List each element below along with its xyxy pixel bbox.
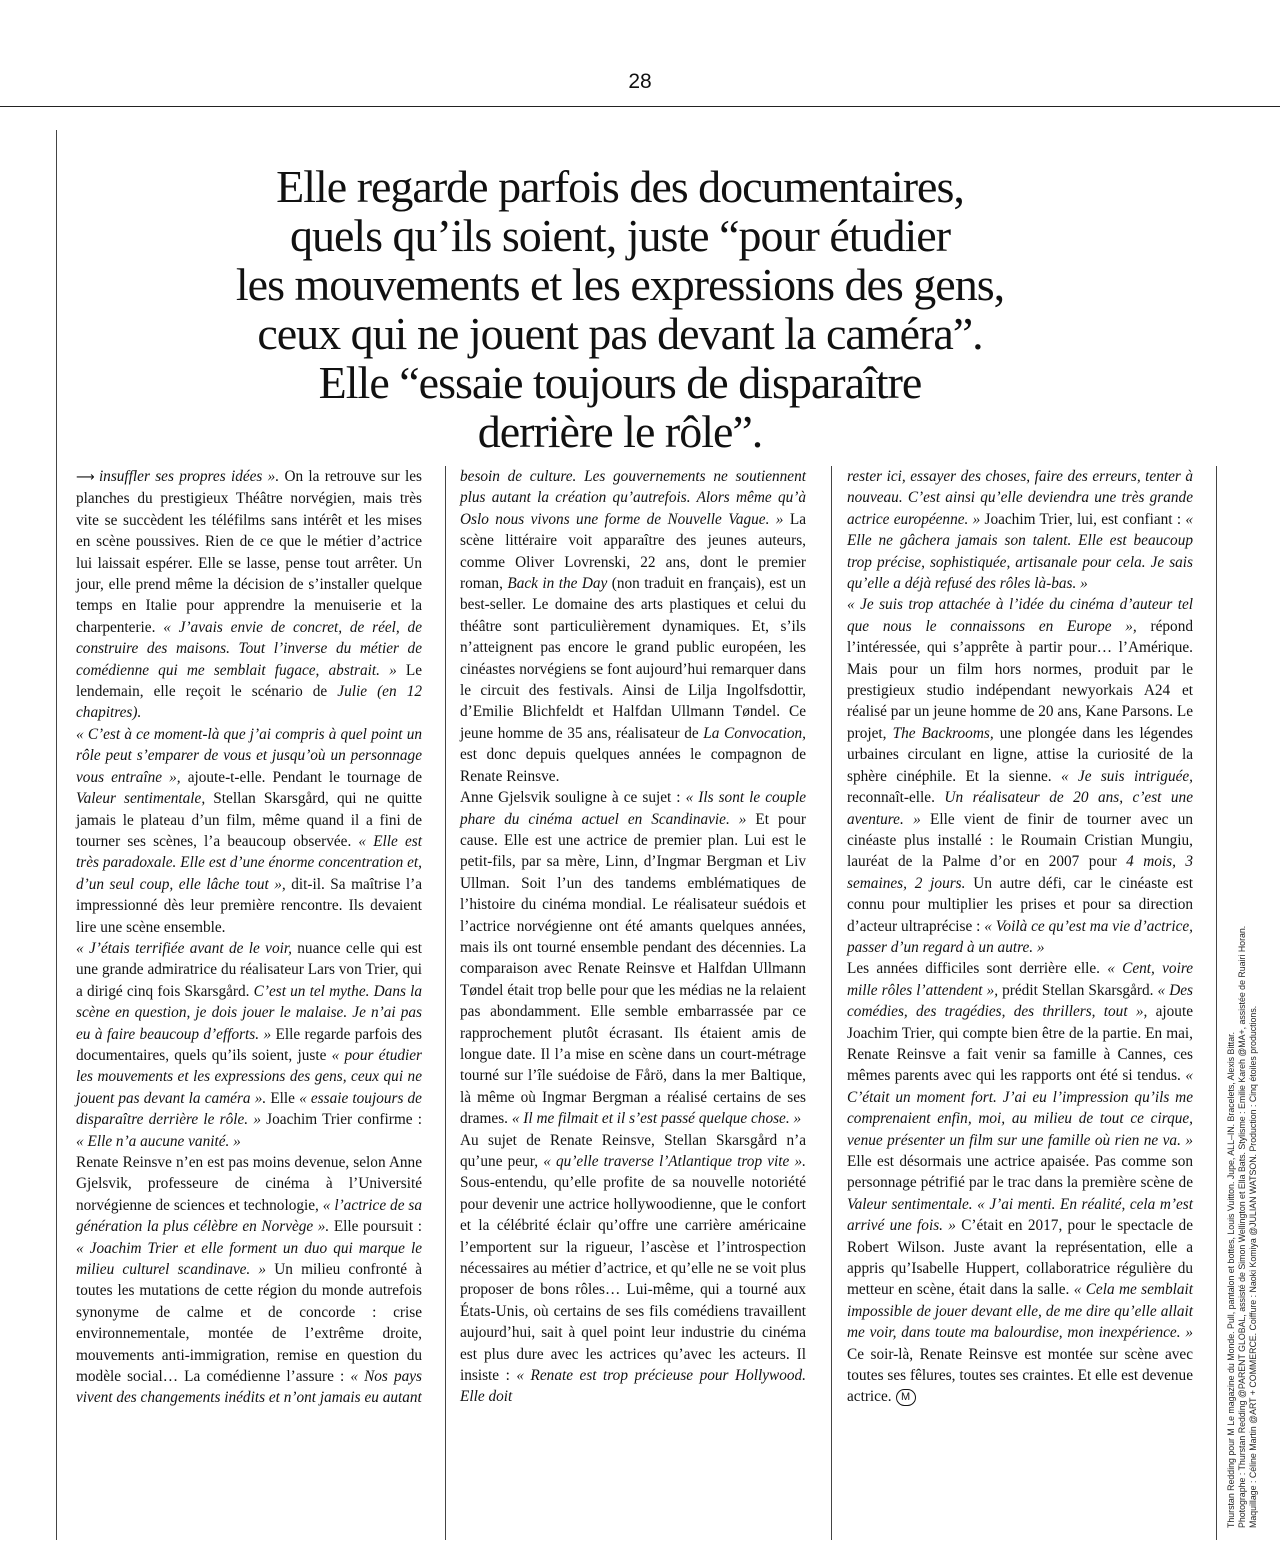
paragraph: Les années difficiles sont derrière elle. « Cent, voire mille rôles l’attendent », prédit Stellan Skarsgård. « Des comédies, des tragédies, des thrillers, tout », ajoute Joachim Trier, qui compte bien être de la partie. En mai, Renate Reinsve a fait venir sa famille à Cannes, ces mêmes parents avec qui les rapports ont été si tendus. « C’était un moment fort. J’ai eu l’impression qu’ils me comprenaient enfin, moi, au milieu de tout ce cirque, venue présenter un film sur une famille où rien ne va. » Elle est désormais une actrice apaisée. Pas comme son personnage pétrifié par le trac dans la première scène de Valeur sentimentale. « J’ai menti. En réalité, cela m’est arrivé une fois. » C’était en 2017, pour le spectacle de Robert Wilson. Juste avant la représentation, elle a appris qu’Isabelle Huppert, collaboratrice régulière du metteur en scène, était dans la salle. « Cela me semblait impossible de jouer devant elle, de me dire qu’elle allait me voir, dans toute ma balourdise, mon inexpérience. » Ce soir-là, Renate Reinsve est montée sur scène avec toutes ses fêlures, toutes ses craintes. Et elle est devenue actrice. M bbox=[847, 960, 1194, 1406]
credits-line: Photographe : Thurstan Redding @PARENT GLOBAL, assisté de Simon Wellington et Ella Bats. Stylisme : Emilie Kareh @MA+, assistée de Ruairi Horan. bbox=[1237, 925, 1247, 1528]
paragraph: besoin de culture. Les gouvernements ne soutiennent plus autant la création qu’autrefois. Alors même qu’à Oslo nous vivons une forme de Nouvelle Vague. » La scène littéraire voit apparaître des jeunes auteurs, comme Oliver Lovrenski, 22 ans, dont le premier roman, Back in the Day (non traduit en français), est un best-seller. Le domaine des arts plastiques et celui du théâtre sont particulièrement dynamiques. Et, s’ils n’atteignent pas encore le grand public européen, les cinéastes norvégiens se font aujourd’hui remarquer dans le circuit des festivals. Ainsi de Lilja Ingolfsdottir, d’Emilie Blichfeldt et Halfdan Ullmann Tøndel. Ce jeune homme de 35 ans, réalisateur de La Convocation, est donc depuis quelques années le compagnon de Renate Reinsve. bbox=[460, 468, 806, 785]
pull-quote-line: derrière le rôle”. bbox=[477, 406, 763, 457]
page-number: 28 bbox=[628, 70, 652, 93]
pull-quote-line: Elle “essaie toujours de disparaître bbox=[318, 357, 922, 408]
credits-line: Maquillage : Céline Martin @ART + COMMERCE. Coiffure : Naoki Komiya @JULIAN WATSON. Production : Cinq étoiles productions. bbox=[1248, 1005, 1258, 1528]
pull-quote-line: ceux qui ne jouent pas devant la caméra”. bbox=[257, 308, 983, 359]
paragraph: « J’étais terrifiée avant de le voir, nuance celle qui est une grande admiratrice du réalisateur Lars von Trier, qui a dirigé cinq fois Skarsgård. C’est un tel mythe. Dans la scène en question, je dois jouer le malaise. Je n’ai pas eu à faire beaucoup d’efforts. » Elle regarde parfois des documentaires, quels qu’ils soient, juste « pour étudier les mouvements et les expressions des gens, ceux qui ne jouent pas devant la caméra ». Elle « essaie toujours de disparaître derrière le rôle. » Joachim Trier confirme : « Elle n’a aucune vanité. » bbox=[76, 939, 423, 1150]
continuation-arrow-icon: ⟶ bbox=[76, 470, 94, 485]
header-rule bbox=[0, 106, 1280, 107]
paragraph: « Je suis trop attachée à l’idée du cinéma d’auteur tel que nous le connaissons en Europe », répond l’intéressée, qui s’apprête à partir pour… l’Amérique. Mais pour un film hors normes, produit par le prestigieux studio indépendant newyorkais A24 et réalisé par un jeune homme de 20 ans, Kane Parsons. Le projet, The Backrooms, une plongée dans les légendes urbaines circulant en ligne, attise la curiosité de la sphère cinéphile. Et la sienne. « Je suis intriguée, reconnaît-elle. Un réalisateur de 20 ans, c’est une aventure. » Elle vient de finir de tourner avec un cinéaste plus installé : le Roumain Cristian Mungiu, lauréat de la Palme d’or en 2007 pour 4 mois, 3 semaines, 2 jours. Un autre défi, car le cinéaste est connu pour multiplier les prises et pour sa direction d’acteur ultraprécise : « Voilà ce qu’est ma vie d’actrice, passer d’un regard à un autre. » bbox=[847, 596, 1194, 956]
paragraph: ⟶ insuffler ses propres idées ». On la retrouve sur les planches du prestigieux Théâtre norvégien, mais très vite se succèdent les téléfilms sans intérêt et les mises en scène poussives. Rien de ce que le métier d’actrice lui laissait espérer. Elle se lasse, pense tout arrêter. Un jour, elle prend même la décision de s’installer quelque temps en Italie pour apprendre la menuiserie et la charpenterie. « J’avais envie de concret, de réel, de construire des maisons. Tout l’inverse du métier de comédienne qui me semblait fugace, abstrait. » Le lendemain, elle reçoit le scénario de Julie (en 12 chapitres). bbox=[76, 468, 422, 722]
column-rule-1 bbox=[445, 466, 446, 1540]
pull-quote-line: les mouvements et les expressions des gens, bbox=[235, 259, 1005, 310]
pull-quote-line: Elle regarde parfois des documentaires, bbox=[276, 161, 964, 212]
column-rule-left bbox=[56, 130, 57, 1540]
paragraph: Anne Gjelsvik souligne à ce sujet : « Ils sont le couple phare du cinéma actuel en Scandinavie. » Et pour cause. Elle est une actrice de premier plan. Lui est le petit-fils, par sa mère, Linn, d’Ingmar Bergman et Liv Ullman. Soit l’un des tandems emblématiques de l’histoire du cinéma mondial. Le réalisateur suédois et l’actrice norvégienne ont été amants quelques années, mais ils ont tourné ensemble pendant des décennies. La comparaison avec Renate Reinsve et Halfdan Ullmann Tøndel était trop belle pour que les médias ne la relaient pas abondamment. Elle semble embarrassée par ce rapprochement plutôt écrasant. Ils étaient amis de longue date. Il l’a mise en scène dans un court-métrage tourné sur l’île suédoise de Fårö, dans la mer Baltique, là même où Ingmar Bergman a réalisé certains de ses drames. « Il me filmait et il s’est passé quelque chose. » bbox=[460, 789, 806, 1128]
pull-quote-line: quels qu’ils soient, juste “pour étudier bbox=[289, 210, 951, 261]
column-rule-2 bbox=[831, 466, 832, 1540]
article-column-2 bbox=[460, 466, 806, 1408]
paragraph: Au sujet de Renate Reinsve, Stellan Skarsgård n’a qu’une peur, « qu’elle traverse l’Atlantique trop vite ». Sous-entendu, qu’elle profite de sa nouvelle notoriété pour devenir une actrice hollywoodienne, que le confort et la célébrité éclair qu’offre une carrière américaine l’emportent sur la rigueur, l’ascèse et l’introspection nécessaires au métier d’actrice, et qu’elle ne se voit plus proposer de bons rôles… Lui-même, qui a tourné aux États-Unis, où certains de ses fils comédiens travaillent aujourd’hui, sait à quel point leur industrie du cinéma est plus dure avec les actrices qu’avec les acteurs. Il insiste : « Renate est trop précieuse pour Hollywood. Elle doit bbox=[460, 1131, 806, 1406]
credits-line: Thurstan Redding pour M Le magazine du Monde. Pull, pantalon et bottes, Louis Vuitton. Jupe, ALL–IN. Bracelets, Alexis Bittar. bbox=[1226, 1031, 1236, 1528]
article-column-1 bbox=[76, 466, 422, 1409]
end-mark-logo: M bbox=[896, 1389, 916, 1406]
pull-quote bbox=[190, 162, 1050, 456]
article-column-3 bbox=[847, 466, 1193, 1408]
paragraph: rester ici, essayer des choses, faire des erreurs, tenter à nouveau. C’est ainsi qu’elle deviendra une très grande actrice européenne. » Joachim Trier, lui, est confiant : « Elle ne gâchera jamais son talent. Elle est beaucoup trop précise, sophistiquée, artisanale pour cela. Je sais qu’elle a déjà refusé des rôles là-bas. » bbox=[847, 468, 1193, 593]
column-rule-3 bbox=[1216, 466, 1217, 1540]
paragraph: Renate Reinsve n’en est pas moins devenue, selon Anne Gjelsvik, professeure de cinéma à l’Université norvégienne de sciences et technologie, « l’actrice de sa génération la plus célèbre en Norvège ». Elle poursuit : « Joachim Trier et elle forment un duo qui marque le milieu culturel scandinave. » Un milieu confronté à toutes les mutations de cette région du monde autrefois synonyme de calme et de concorde : crise environnementale, montée de l’extrême droite, mouvements anti-immigration, remise en question du modèle social… La comédienne l’assure : « Nos pays vivent des changements inédits et n’ont jamais eu autant bbox=[76, 1154, 422, 1407]
paragraph: « C’est à ce moment-là que j’ai compris à quel point un rôle peut s’emparer de vous et jusqu’où un personnage vous entraîne », ajoute-t-elle. Pendant le tournage de Valeur sentimentale, Stellan Skarsgård, qui ne quitte jamais le plateau d’un film, même quand il a fini de tourner ses scènes, l’a beaucoup observée. « Elle est très paradoxale. Elle est d’une énorme concentration et, d’un seul coup, elle lâche tout », dit-il. Sa maîtrise l’a impressionné dès leur première rencontre. Ils devaient lire une scène ensemble. bbox=[76, 725, 422, 936]
photo-credits bbox=[1226, 508, 1280, 1528]
